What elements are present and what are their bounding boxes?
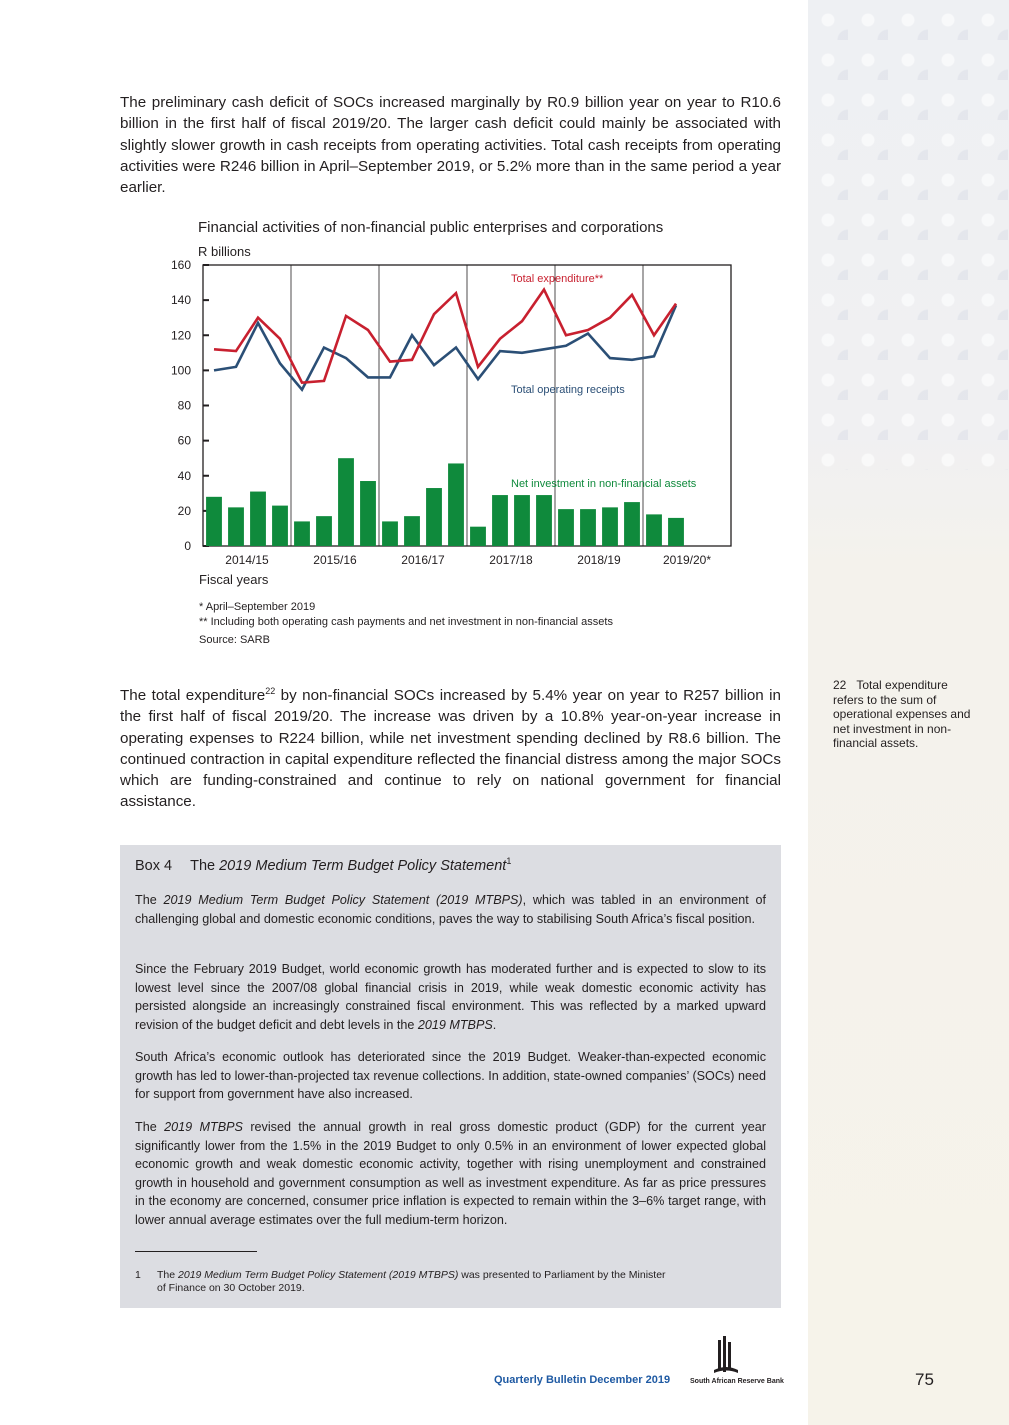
receipts-series-label: Total operating receipts	[511, 384, 625, 396]
expenditure-text-2: by non-financial SOCs increased by 5.4% year on year to R257 billion in the first half of fiscal 2019/20. The increase was driven by a 10.8% year-on-year increase in operating expenses to R224 billion, while net investment spending declined by R8.6 billion. The continued contraction in capital expenditure reflected the financial distress among the major SOCs which are funding-constrained and continue to rely on national government for financial assistance.	[120, 687, 781, 811]
investment-bar	[536, 495, 552, 546]
box-title-italic: 2019 Medium Term Budget Policy Statement	[219, 858, 507, 874]
box-p2-b: .	[492, 1017, 497, 1032]
chart-footnote-2: ** Including both operating cash payments and net investment in non-financial assets	[199, 616, 613, 628]
investment-bar	[360, 481, 376, 546]
sidenote-text: Total expenditure refers to the sum of operational expenses and net investment in non-financial assets.	[833, 678, 971, 750]
publication-title: Quarterly Bulletin December 2019	[494, 1374, 671, 1386]
box-footnote-number: 1	[135, 1269, 141, 1281]
x-tick-label: 2017/18	[489, 553, 533, 567]
chart-figure	[170, 215, 755, 655]
expenditure-series-label: Total expenditure**	[511, 273, 604, 285]
investment-bar	[514, 495, 530, 546]
investment-bar	[668, 518, 684, 546]
expenditure-paragraph	[120, 685, 781, 813]
investment-bar	[228, 507, 244, 546]
investment-bar	[294, 521, 310, 546]
investment-series-label: Net investment in non-financial assets	[511, 478, 697, 490]
box-paragraph-1	[135, 891, 766, 928]
box-p2-italic: 2019 MTBPS	[417, 1017, 493, 1032]
y-tick-label: 20	[177, 503, 191, 518]
sarb-logo-icon	[686, 1334, 786, 1394]
side-panel-pattern	[808, 0, 1009, 470]
box-p1-italic: 2019 Medium Term Budget Policy Statement (2019 MTBPS)	[163, 893, 523, 907]
box-fn-italic: 2019 Medium Term Budget Policy Statement (2019 MTBPS)	[178, 1269, 459, 1281]
y-tick-label: 40	[177, 468, 191, 483]
box-p4-a: The	[135, 1120, 165, 1134]
chart-footnote-1: * April–September 2019	[199, 601, 316, 613]
box-paragraph-4	[135, 1118, 766, 1230]
box-p4-b: revised the annual growth in real gross domestic product (GDP) for the current year significantly lower from the 1.5% in the 2019 Budget to only 0.5% in an environment of lower expected global economic growth and weak domestic economic activity, together with rising unemployment and constrained growth in household and government consumption as well as investment expenditure. As far as price pressures in the economy are concerned, consumer price inflation is expected to remain within the 3–6% target range, with lower annual average estimates over the full medium-term horizon.	[135, 1120, 767, 1227]
box-p4-italic: 2019 MTBPS	[164, 1120, 243, 1134]
x-tick-label: 2015/16	[313, 553, 357, 567]
sidenote-22	[833, 678, 973, 751]
x-axis-label: Fiscal years	[199, 572, 269, 587]
bank-name: South African Reserve Bank	[690, 1378, 784, 1385]
y-tick-label: 0	[184, 539, 191, 553]
investment-bar	[448, 463, 464, 546]
box-paragraph-3: South Africa’s economic outlook has deteriorated since the 2019 Budget. Weaker-than-expected economic growth has led to lower-than-projected tax revenue collections. In addition, state-owned companies’ (SOCs) need for support from government have also increased.	[135, 1050, 766, 1102]
chart-unit-label: R billions	[198, 244, 251, 259]
investment-bar	[404, 516, 420, 546]
y-tick-label: 80	[177, 398, 191, 413]
y-tick-label: 160	[170, 258, 191, 272]
investment-bar	[338, 458, 354, 546]
x-tick-label: 2016/17	[401, 553, 445, 567]
box-title-prefix: The	[190, 858, 220, 874]
investment-bar	[470, 527, 486, 546]
y-tick-label: 120	[170, 328, 191, 343]
chart-plot	[170, 255, 755, 587]
intro-paragraph: The preliminary cash deficit of SOCs increased marginally by R0.9 billion year on year to R10.6 billion in the first half of fiscal 2019/20. The larger cash deficit could mainly be associated with slightly slower growth in cash receipts from operating activities. Total cash receipts from operating activities were R246 billion in April–September 2019, or 5.2% more than in the same period a year earlier.	[120, 94, 781, 197]
box-p1-b: , which was tabled in an environment of challenging global and domestic economic conditions, paves the way to stabilising South Africa’s fiscal position.	[135, 893, 767, 926]
box-4	[120, 845, 781, 1308]
box-paragraph-2	[135, 960, 766, 1034]
x-tick-label: 2018/19	[577, 553, 621, 567]
box-footnote	[135, 1269, 755, 1295]
x-tick-label: 2019/20*	[662, 553, 712, 567]
box-fn-a: The	[157, 1269, 179, 1281]
investment-bar	[624, 502, 640, 546]
investment-bar	[382, 521, 398, 546]
investment-bar	[602, 507, 618, 546]
y-tick-label: 100	[170, 363, 191, 378]
box-title	[135, 858, 511, 874]
box-p1-a: The	[135, 893, 164, 907]
box-fn-b: was presented to Parliament by the Minister	[458, 1269, 666, 1281]
investment-bar	[558, 509, 574, 546]
investment-bar	[206, 497, 222, 546]
page-number: 75	[915, 1370, 934, 1389]
chart-title: Financial activities of non-financial public enterprises and corporations	[198, 219, 664, 236]
box-fn-c: of Finance on 30 October 2019.	[157, 1282, 305, 1294]
y-tick-label: 140	[170, 293, 191, 308]
box-title-ref: 1	[506, 856, 512, 867]
footnote-rule	[135, 1251, 257, 1252]
investment-bar	[250, 492, 266, 546]
x-tick-label: 2014/15	[225, 553, 269, 567]
footnote-ref-22: 22	[265, 685, 276, 696]
investment-bar	[316, 516, 332, 546]
expenditure-text-1: The total expenditure	[120, 687, 266, 704]
sidenote-number: 22	[833, 678, 847, 692]
investment-bar	[492, 495, 508, 546]
y-tick-label: 60	[177, 433, 191, 448]
investment-bar	[426, 488, 442, 546]
investment-bar	[646, 514, 662, 546]
investment-bar	[580, 509, 596, 546]
box-label: Box 4	[135, 858, 173, 874]
box-p2-a: Since the February 2019 Budget, world economic growth has moderated further and is expected to slow to its lowest level since the 2007/08 global financial crisis in 2019, while weak domestic economic activity has persisted alongside an increasingly constrained fiscal environment. This was reflected by a marked upward revision of the budget deficit and debt levels in the	[135, 962, 766, 1032]
investment-bar	[272, 506, 288, 546]
chart-source: Source: SARB	[199, 634, 270, 646]
